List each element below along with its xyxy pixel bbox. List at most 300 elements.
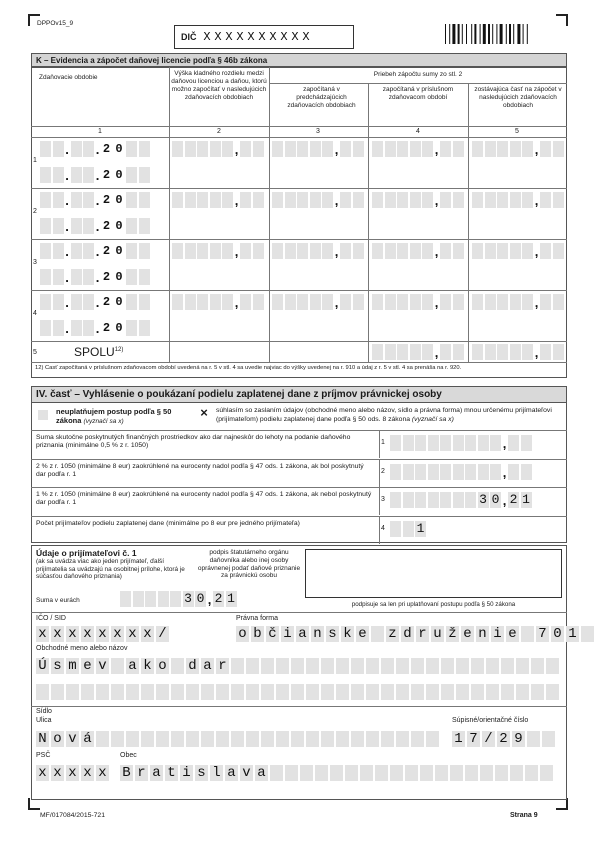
char-box: á <box>81 731 94 747</box>
barcode-bar <box>445 24 446 44</box>
ulica-field[interactable] <box>36 731 439 747</box>
char-box <box>216 731 229 747</box>
char-box: s <box>326 626 339 642</box>
char-box: l <box>210 765 223 781</box>
char-box: a <box>150 765 163 781</box>
k-col3-header: započítaná v predchádzajúcich zdaňovacích obdobiach <box>287 86 356 109</box>
p4-amount-field[interactable]: 3 0 , 2 1 <box>390 492 532 508</box>
cislo-field[interactable] <box>452 731 555 747</box>
char-box <box>456 658 469 674</box>
char-box <box>375 765 388 781</box>
char-box <box>111 731 124 747</box>
char-box: X <box>203 29 211 44</box>
char-box: 7 <box>467 731 480 747</box>
k-col-number: 5 <box>515 128 519 135</box>
k-row-number: 2 <box>33 208 37 215</box>
char-box <box>426 684 439 700</box>
char-box <box>171 731 184 747</box>
barcode-bar <box>506 24 507 44</box>
char-box: t <box>165 765 178 781</box>
char-box: x <box>81 765 94 781</box>
char-box <box>345 765 358 781</box>
k-period-field[interactable]: . . 2 0 <box>40 320 150 336</box>
barcode-bar <box>462 24 463 44</box>
char-box <box>231 658 244 674</box>
char-box: a <box>296 626 309 642</box>
char-box: x <box>96 765 109 781</box>
char-box <box>276 658 289 674</box>
k-col-number: 4 <box>416 128 420 135</box>
char-box <box>471 684 484 700</box>
dic-box <box>174 25 354 49</box>
char-box <box>186 684 199 700</box>
char-box: X <box>247 29 255 44</box>
char-box <box>396 684 409 700</box>
k-period-field[interactable]: . . 2 0 <box>40 141 150 157</box>
k-row-divider <box>31 239 567 240</box>
amount-field[interactable]: , <box>472 141 564 157</box>
char-box: v <box>96 658 109 674</box>
recipient-suma-field[interactable]: 3 0 , 2 1 <box>120 591 237 607</box>
char-box: x <box>51 626 64 642</box>
char-box <box>291 731 304 747</box>
char-box <box>450 765 463 781</box>
char-box: N <box>36 731 49 747</box>
k-row-divider <box>31 341 567 342</box>
recipient-sep <box>31 612 567 613</box>
char-box: x <box>141 626 154 642</box>
char-box: x <box>66 765 79 781</box>
char-box: o <box>156 658 169 674</box>
char-box <box>291 684 304 700</box>
char-box <box>96 684 109 700</box>
char-box: o <box>51 731 64 747</box>
char-box <box>306 658 319 674</box>
amount-field[interactable]: , <box>372 344 464 360</box>
suma-label: Suma v eurách <box>36 597 80 604</box>
barcode-bar <box>474 24 476 44</box>
k-row-number: 1 <box>33 157 37 164</box>
char-box: v <box>66 731 79 747</box>
char-box: X <box>302 29 310 44</box>
char-box <box>261 658 274 674</box>
barcode-bar <box>517 24 520 44</box>
p4-amount-field[interactable]: , <box>390 435 532 451</box>
k-period-field[interactable]: . . 2 0 <box>40 243 150 259</box>
k-period-field[interactable]: . . 2 0 <box>40 167 150 183</box>
char-box: b <box>251 626 264 642</box>
k-hline-group <box>269 83 567 84</box>
char-box: k <box>341 626 354 642</box>
form-id: DPPOv15_9 <box>37 20 74 27</box>
k-col-number: 2 <box>217 128 221 135</box>
k-spolu-label: SPOLU$^{12)}$ <box>74 345 124 359</box>
char-box <box>126 684 139 700</box>
k-footnote: 12) Časť započítaná v príslušnom zdaňovacom období uvedená na r. 5 v stl. 4 sa uvedie najviac do výšky uvedenej na r. 910 a údaj z r. 5 v stl. 4 sa prenáša na r. 920. <box>35 365 462 371</box>
char-box <box>111 658 124 674</box>
obch-field-line2[interactable] <box>36 684 559 700</box>
char-box <box>495 765 508 781</box>
char-box <box>441 658 454 674</box>
amount-field[interactable]: , <box>372 141 464 157</box>
amount-field[interactable]: , <box>172 192 264 208</box>
char-box: Ú <box>36 658 49 674</box>
char-box <box>405 765 418 781</box>
char-box <box>201 731 214 747</box>
char-box: 9 <box>512 731 525 747</box>
char-box <box>510 765 523 781</box>
char-box <box>531 684 544 700</box>
char-box <box>546 658 559 674</box>
char-box <box>396 658 409 674</box>
barcode-bar <box>483 24 486 44</box>
signature-field[interactable] <box>305 549 562 598</box>
k-row-number: 4 <box>33 310 37 317</box>
k-col2-header: Výška kladného rozdielu medzi daňovou licenciou a daňou, ktorú možno započítať v nasledujúcich zdaňovacích obdobiach <box>171 70 267 101</box>
char-box: 1 <box>566 626 579 642</box>
char-box <box>381 731 394 747</box>
char-box <box>531 658 544 674</box>
char-box <box>336 658 349 674</box>
sidlo-label: Sídlo <box>36 708 52 715</box>
char-box: r <box>416 626 429 642</box>
k-row-number: 5 <box>33 349 37 356</box>
char-box <box>366 658 379 674</box>
char-box: s <box>51 658 64 674</box>
char-box <box>306 684 319 700</box>
opt2-text: súhlasím so zaslaním údajov (obchodné meno alebo názov, sídlo a právna forma) mnou určenému prijímateľovi (prijímateľom) podielu zaplatenej dane podľa § 50 ods. 8 zákona <box>216 407 552 423</box>
char-box: X <box>280 29 288 44</box>
barcode-bar <box>500 24 503 44</box>
p4-row-divider <box>31 430 567 431</box>
barcode-bar <box>458 24 460 44</box>
char-box <box>111 684 124 700</box>
amount-field[interactable]: , <box>372 192 464 208</box>
opt1-checkbox[interactable] <box>38 410 48 420</box>
k-vline-2 <box>269 67 270 362</box>
char-box <box>581 626 594 642</box>
char-box <box>246 658 259 674</box>
char-box: x <box>66 626 79 642</box>
char-box: B <box>120 765 133 781</box>
amount-field[interactable]: , <box>472 243 564 259</box>
char-box <box>291 658 304 674</box>
char-box: i <box>180 765 193 781</box>
amount-field[interactable]: , <box>272 243 364 259</box>
char-box <box>231 731 244 747</box>
char-box: a <box>201 658 214 674</box>
amount-field[interactable]: , <box>472 344 564 360</box>
char-box: i <box>281 626 294 642</box>
p4-row-text: 2 % z r. 1050 (minimálne 8 eur) zaokrúhlené na eurocenty nadol podľa § 47 ods. 1 zákona, ak bol poskytnutý dar podľa r. 1 <box>36 463 364 479</box>
barcode-bar <box>509 24 511 44</box>
char-box <box>381 658 394 674</box>
p4-row-divider <box>31 516 567 517</box>
opt1-label <box>56 407 196 426</box>
char-box: x <box>81 626 94 642</box>
p4-row-divider <box>31 459 567 460</box>
amount-field[interactable]: , <box>172 294 264 310</box>
k-vline-4 <box>468 83 469 362</box>
barcode-bar <box>471 24 472 44</box>
char-box: X <box>236 29 244 44</box>
amount-field[interactable]: , <box>172 141 264 157</box>
char-box <box>321 684 334 700</box>
char-box: X <box>258 29 266 44</box>
obec-field[interactable] <box>120 765 553 781</box>
psc-label: PSČ <box>36 752 51 759</box>
char-box: 1 <box>452 731 465 747</box>
char-box <box>66 684 79 700</box>
opt2-note: (vyznačí sa x) <box>411 415 454 423</box>
k-period-field[interactable]: . . 2 0 <box>40 218 150 234</box>
char-box <box>516 684 529 700</box>
opt2-checkbox[interactable]: × <box>200 405 208 420</box>
char-box: o <box>236 626 249 642</box>
char-box <box>471 658 484 674</box>
char-box <box>381 684 394 700</box>
k-group-header: Priebeh zápočtu sumy zo stl. 2 <box>373 71 463 78</box>
char-box <box>321 731 334 747</box>
char-box: x <box>111 626 124 642</box>
char-box <box>171 684 184 700</box>
dic-value <box>203 30 311 45</box>
sidlo-sep <box>31 706 567 707</box>
p4-amount-field[interactable]: , <box>390 464 532 480</box>
k-period-field[interactable]: . . 2 0 <box>40 269 150 285</box>
char-box <box>540 765 553 781</box>
char-box <box>336 684 349 700</box>
char-box: r <box>216 658 229 674</box>
char-box <box>546 684 559 700</box>
char-box: u <box>431 626 444 642</box>
part4-title-text: IV. časť – Vyhlásenie o poukázaní podielu zaplatenej dane z príjmov právnickej osoby <box>36 389 442 400</box>
char-box: / <box>482 731 495 747</box>
char-box: m <box>66 658 79 674</box>
char-box: e <box>81 658 94 674</box>
char-box <box>396 731 409 747</box>
char-box <box>441 684 454 700</box>
pravna-field[interactable] <box>236 626 594 642</box>
char-box <box>360 765 373 781</box>
recipient-title: Údaje o prijímateľovi č. 1 <box>36 548 137 558</box>
barcode-bar <box>449 24 450 44</box>
p4-num-divider <box>379 459 380 487</box>
char-box <box>261 684 274 700</box>
char-box <box>330 765 343 781</box>
p4-row-number: 2 <box>381 468 385 475</box>
amount-field[interactable]: , <box>472 192 564 208</box>
char-box <box>201 684 214 700</box>
char-box <box>156 731 169 747</box>
char-box <box>411 731 424 747</box>
char-box <box>315 765 328 781</box>
p4-num-divider <box>379 487 380 515</box>
char-box <box>426 731 439 747</box>
k-period-field[interactable]: . . 2 0 <box>40 294 150 310</box>
char-box <box>525 765 538 781</box>
char-box: n <box>476 626 489 642</box>
char-box <box>411 684 424 700</box>
char-box: z <box>386 626 399 642</box>
char-box <box>351 658 364 674</box>
amount-field[interactable]: , <box>172 243 264 259</box>
char-box <box>390 765 403 781</box>
char-box: e <box>356 626 369 642</box>
amount-field[interactable]: , <box>272 192 364 208</box>
p4-row-text: Suma skutočne poskytnutých finančných prostriedkov ako dar najneskôr do lehoty na podanie daňového priznania (minimálne 0,5 % z r. 1050) <box>36 434 351 450</box>
obch-field[interactable] <box>36 658 559 674</box>
char-box: n <box>311 626 324 642</box>
char-box <box>501 658 514 674</box>
char-box <box>321 658 334 674</box>
barcode-bar <box>523 24 524 44</box>
char-box <box>300 765 313 781</box>
amount-field[interactable]: , <box>272 294 364 310</box>
k-col1-header: Zdaňovacie obdobie <box>39 74 98 81</box>
ico-label: IČO / SID <box>36 615 66 622</box>
char-box: e <box>506 626 519 642</box>
char-box <box>480 765 493 781</box>
k-row-divider <box>31 290 567 291</box>
char-box <box>366 684 379 700</box>
char-box <box>276 731 289 747</box>
psc-field[interactable] <box>36 765 109 781</box>
k-row-number: 3 <box>33 259 37 266</box>
char-box <box>426 658 439 674</box>
char-box: a <box>225 765 238 781</box>
char-box <box>306 731 319 747</box>
char-box <box>246 684 259 700</box>
char-box: e <box>461 626 474 642</box>
char-box: ž <box>446 626 459 642</box>
barcode-bar <box>466 24 467 44</box>
barcode-bar <box>513 24 514 44</box>
char-box <box>285 765 298 781</box>
char-box: X <box>225 29 233 44</box>
p4-num-divider <box>379 516 380 544</box>
char-box <box>141 731 154 747</box>
char-box <box>435 765 448 781</box>
recipient-note: (ak sa uvádza viac ako jeden prijímateľ, ďalší prijímatelia sa uvádzajú na osobitnej prílohe, ktorá je súčasťou daňového priznania) <box>36 558 185 581</box>
char-box <box>456 684 469 700</box>
char-box <box>51 684 64 700</box>
char-box: X <box>291 29 299 44</box>
char-box: 2 <box>497 731 510 747</box>
char-box <box>371 626 384 642</box>
char-box: d <box>186 658 199 674</box>
obch-label: Obchodné meno alebo názov <box>36 645 128 652</box>
char-box: x <box>36 765 49 781</box>
opt1-main: neuplatňujem postup podľa § 50 zákona <box>56 407 172 425</box>
char-box <box>96 731 109 747</box>
char-box: X <box>214 29 222 44</box>
char-box <box>171 658 184 674</box>
char-box <box>465 765 478 781</box>
char-box <box>486 684 499 700</box>
char-box <box>261 731 274 747</box>
char-box <box>351 684 364 700</box>
k-hline-body <box>31 137 567 138</box>
p4-row-divider <box>31 487 567 488</box>
section-k-title-text: K – Evidencia a zápočet daňovej licencie podľa § 46b zákona <box>36 56 268 65</box>
k-period-field[interactable]: . . 2 0 <box>40 192 150 208</box>
signature-label: podpis štatutárneho orgánu daňovníka alebo inej osoby oprávnenej podať daňové priznanie za právnickú osobu <box>197 549 301 580</box>
char-box <box>246 731 259 747</box>
char-box <box>542 731 555 747</box>
k-col-number: 3 <box>316 128 320 135</box>
p4-row-text: 1 % z r. 1050 (minimálne 8 eur) zaokrúhlené na eurocenty nadol podľa § 47 ods. 1 zákona, ak nebol poskytnutý dar podľa r. 1 <box>36 491 372 507</box>
char-box: x <box>126 626 139 642</box>
char-box: č <box>266 626 279 642</box>
amount-field[interactable]: , <box>372 294 464 310</box>
k-hline-numbers <box>31 126 567 127</box>
char-box <box>486 658 499 674</box>
ico-field[interactable] <box>36 626 169 642</box>
obec-label: Obec <box>120 752 137 759</box>
char-box <box>366 731 379 747</box>
p4-row-text: Počet prijímateľov podielu zaplatenej dane (minimálne po 8 eur pre jedného prijímateľa) <box>36 520 300 527</box>
k-row-divider <box>31 188 567 189</box>
char-box <box>126 731 139 747</box>
p4-row-number: 3 <box>381 496 385 503</box>
char-box <box>276 684 289 700</box>
p4-count-field[interactable]: 1 <box>390 521 426 537</box>
barcode-bar <box>480 24 481 44</box>
barcode <box>445 24 563 44</box>
pravna-label: Právna forma <box>236 615 279 622</box>
char-box <box>216 684 229 700</box>
k-hline-footnote <box>31 362 567 363</box>
char-box <box>156 684 169 700</box>
p4-row-number: 4 <box>381 525 385 532</box>
char-box <box>516 658 529 674</box>
cislo-label: Súpisné/orientačné číslo <box>452 717 529 724</box>
char-box: s <box>195 765 208 781</box>
char-box <box>231 684 244 700</box>
char-box: a <box>126 658 139 674</box>
char-box: X <box>269 29 277 44</box>
k-col4-header: započítaná v príslušnom zdaňovacom období <box>382 86 454 101</box>
barcode-bar <box>527 24 528 44</box>
signature-note: podpisuje sa len pri uplatňovaní postupu podľa § 50 zákona <box>351 601 516 608</box>
char-box: 7 <box>536 626 549 642</box>
barcode-bar <box>452 24 455 44</box>
opt1-note: (vyznačí sa x) <box>83 418 124 425</box>
char-box: r <box>135 765 148 781</box>
p4-num-divider <box>379 430 380 458</box>
footer-page: Strana 9 <box>510 812 538 819</box>
k-col5-header: zostávajúca časť na zápočet v nasledujúcich zdaňovacích obdobiach <box>474 86 562 109</box>
char-box <box>336 731 349 747</box>
amount-field[interactable]: , <box>272 141 364 157</box>
p4-row-number: 1 <box>381 439 385 446</box>
section-k-title <box>31 53 567 67</box>
amount-field[interactable]: , <box>472 294 564 310</box>
char-box <box>270 765 283 781</box>
barcode-bar <box>496 24 497 44</box>
char-box <box>351 731 364 747</box>
char-box <box>527 731 540 747</box>
k-col-number: 1 <box>98 128 102 135</box>
dic-label: DIČ <box>181 32 197 42</box>
char-box <box>81 684 94 700</box>
char-box: 0 <box>551 626 564 642</box>
amount-field[interactable]: , <box>372 243 464 259</box>
char-box: / <box>156 626 169 642</box>
opt2-label <box>216 407 564 424</box>
char-box: d <box>401 626 414 642</box>
